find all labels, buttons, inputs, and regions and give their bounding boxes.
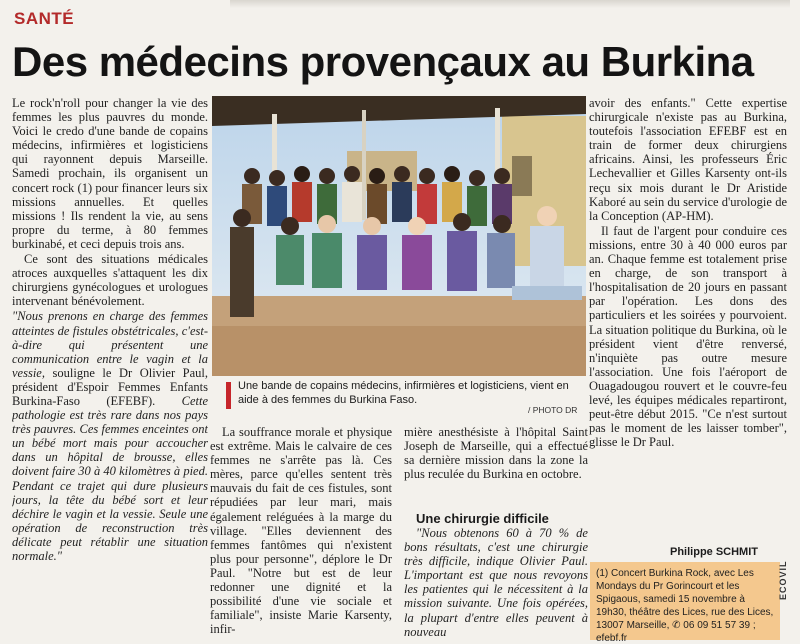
side-label: ECOVIL bbox=[778, 560, 788, 600]
author-signature: Philippe SCHMIT bbox=[670, 546, 758, 558]
event-footnote: (1) Concert Burkina Rock, avec Les Mondays du Pr Gorincourt et les Spigaous, samedi 15 novembre à 19h30, théâtre des Lices, rue des Lices, 13007 Marseille, ✆ 06 09 51 57 39 ; efebf.fr bbox=[590, 562, 780, 640]
column-2 bbox=[210, 425, 392, 644]
paragraph: Ce sont des situations médicales atroces auxquelles s'attaquent les dix chirurgiens gynécologues et urologues intervenant bénévolement. bbox=[12, 252, 208, 309]
paragraph: avoir des enfants." Cette expertise chirurgicale n'existe pas au Burkina, toutefois l'association EFEBF est en train de former deux chirurgiens africains. Ainsi, les professeurs Éric Lechevallier et Gilles Karsenty ont-ils reçu six mois durant le Dr Aristide Kaboré au sein du service d'urologie de la Conception (AP-HM). bbox=[589, 96, 787, 223]
column-3-top bbox=[404, 425, 588, 511]
paragraph bbox=[12, 309, 208, 563]
quote: "Nous prenons en charge des femmes atteintes de fistules obstétricales, c'est-à-dire qui présentent une communication entre le vagin et la vessie, bbox=[12, 309, 208, 380]
column-1 bbox=[12, 96, 208, 644]
photo-caption: Une bande de copains médecins, infirmières et logisticiens, vient en aide à des femmes du Burkina Faso. bbox=[238, 380, 569, 406]
paragraph: mière anesthésiste à l'hôpital Saint Joseph de Marseille, qui a effectué sa dernière mission dans la zone la plus reculée du Burkina en octobre. bbox=[404, 425, 588, 482]
column-4 bbox=[589, 96, 787, 562]
paragraph: "Nous obtenons 60 à 70 % de bons résultats, c'est une chirurgie très difficile, indique Olivier Paul. L'important est que nous revoyons les patientes qui le nécessitent à la mission suivante. Une fois opérées, la plupart d'entre elles peuvent à nouveau bbox=[404, 526, 588, 639]
caption-accent-bar bbox=[226, 382, 231, 409]
section-rubric: SANTÉ bbox=[14, 9, 75, 28]
paragraph: Il faut de l'argent pour conduire ces missions, entre 30 à 40 000 euros par an. Chaque femme est totalement prise en charge, de son transport à l'hospitalisation de 20 jours en passant par l'opération. Les dons des particuliers et les soirées y pourvoient. La situation politique du Burkina, où le président vient d'être renversé, n'inquiète pas outre mesure l'association. Une fois l'aéroport de Ouagadougou rouvert et le couvre-feu levé, les équipes médicales repartiront, peut-être début 2015. "Ce n'est surtout pas le moment de les laisser tomber", glisse le Dr Paul. bbox=[589, 223, 787, 450]
attribution: souligne le Dr Olivier Paul, président d'Espoir Femmes Enfants Burkina-Faso (EFEBF). bbox=[12, 365, 208, 408]
quote: Cette pathologie est très rare dans nos pays très pauvres. Ces femmes enceintes ont un bébé mort mais pour accoucher dans un hôpital de brousse, elles doivent faire 30 à 40 kilomètres à pied. Pendant ce trajet qui dure plusieurs jours, la tête du bébé sort et leur déchire le vagin et la vessie. Seule une opération de reconstruction très délicate peut rétablir une situation normale." bbox=[12, 393, 208, 563]
lead-paragraph: Le rock'n'roll pour changer la vie des femmes les plus pauvres du monde. Voici le credo d'une bande de copains médecins, infirmières et logisticiens qui rayonnent depuis Marseille. Samedi prochain, ils organisent un concert rock (1) pour financer leurs six missions annuelles. Et quelles missions ! Ils rendent la vie, au sens propre du terme, à 80 femmes burkinabé, et ceci depuis trois ans. bbox=[12, 96, 208, 251]
group-photo-illustration bbox=[212, 96, 586, 376]
column-3-bottom bbox=[404, 526, 588, 644]
previous-article-bleed bbox=[230, 0, 790, 8]
photo-credit: / PHOTO DR bbox=[528, 405, 578, 415]
subheading: Une chirurgie difficile bbox=[416, 511, 549, 526]
headline: Des médecins provençaux au Burkina bbox=[12, 38, 754, 85]
paragraph: La souffrance morale et physique est extrême. Mais le calvaire de ces femmes ne s'arrête pas là. Ces mères, parce qu'elles sentent très mauvais du fait de ces fistules, sont répudiées par leur mari, mais également reléguées à la marge du village. "Elles deviennent des femmes fantômes qui n'existent plus pour personne", déplore le Dr Paul. "Notre but est de leur redonner une dignité et la possibilité d'une vie sociale et familiale", insiste Marie Karsenty, infir- bbox=[210, 425, 392, 637]
article-photo bbox=[212, 96, 586, 376]
